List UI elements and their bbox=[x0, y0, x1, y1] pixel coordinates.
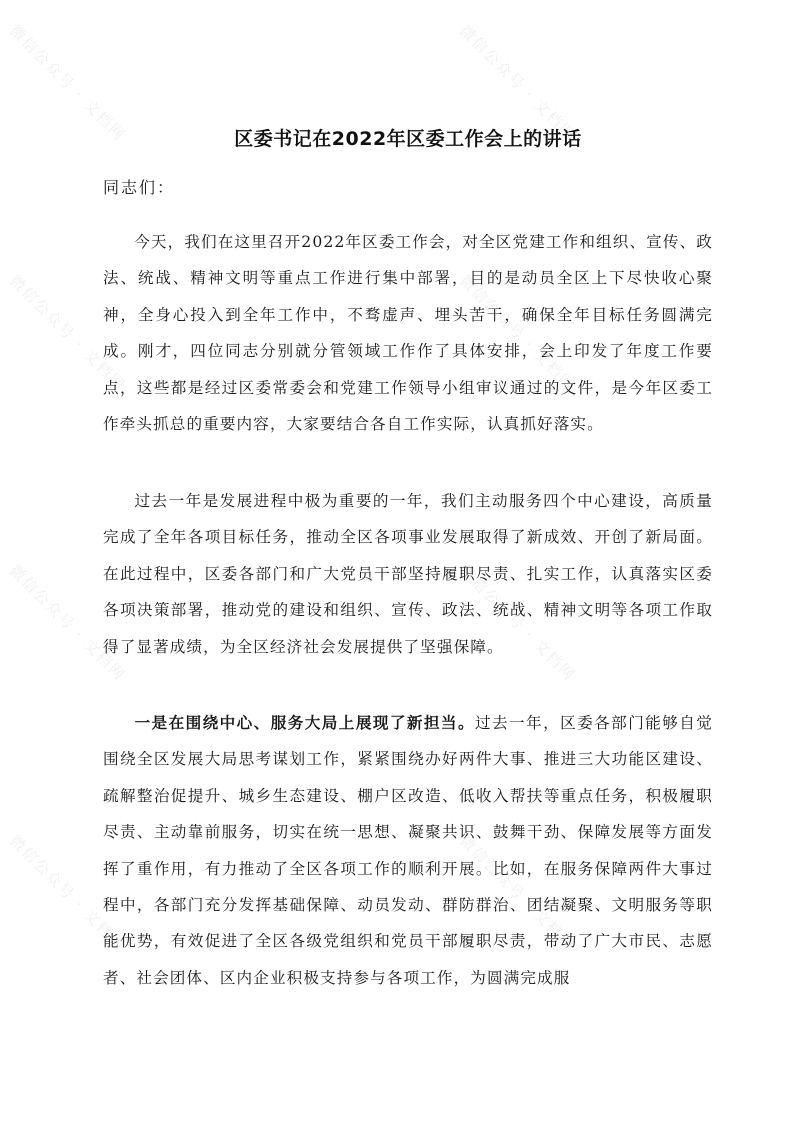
watermark: 微信公众号 · 文档网 bbox=[455, 21, 580, 145]
paragraph-lead: 一是在围绕中心、服务大局上展现了新担当。 bbox=[134, 714, 475, 732]
paragraph bbox=[103, 224, 713, 442]
watermark: 微信公众号 · 文档网 bbox=[5, 831, 130, 955]
document-title: 区委书记在2022年区委工作会上的讲话 bbox=[234, 128, 582, 150]
paragraph-text: 过去一年是发展进程中极为重要的一年，我们主动服务四个中心建设，高质量完成了全年各项目标任务，推动全区各项事业发展取得了新成效、开创了新局面。在此过程中，区委各部门和广大党员干部坚持履职尽责、扎实工作，认真落实区委各项决策部署，推动党的建设和组织、宣传、政法、统战、精神文明等各项工作取得了显著成绩，为全区经济社会发展提供了坚强保障。 bbox=[103, 492, 713, 656]
watermark: 微信公众号 · 文档网 bbox=[5, 561, 130, 685]
salutation: 同志们： bbox=[103, 178, 176, 197]
watermark: 微信公众号 · 文档网 bbox=[5, 271, 130, 395]
watermark: 微信公众号 · 文档网 bbox=[455, 831, 580, 955]
paragraph-text: 过去一年，区委各部门能够自觉围绕全区发展大局思考谋划工作，紧紧围绕办好两件大事、推进三大功能区建设、疏解整治促提升、城乡生态建设、棚户区改造、低收入帮扶等重点任务，积极履职尽责、主动靠前服务，切实在统一思想、凝聚共识、鼓舞干劲、保障发展等方面发挥了重作用，有力推动了全区各项工作的顺利开展。比如，在服务保障两件大事过程中，各部门充分发挥基础保障、动员发动、群防群治、团结凝聚、文明服务等职能优势，有效促进了全区各级党组织和党员干部履职尽责，带动了广大市民、志愿者、社会团体、区内企业积极支持参与各项工作，为圆满完成服 bbox=[103, 714, 713, 987]
watermark: 微信公众号 · 文档网 bbox=[455, 271, 580, 395]
paragraph bbox=[103, 483, 713, 665]
watermark: 微信公众号 · 文档网 bbox=[455, 561, 580, 685]
paragraph-text: 今天，我们在这里召开2022年区委工作会，对全区党建工作和组织、宣传、政法、统战、精神文明等重点工作进行集中部署，目的是动员全区上下尽快收心聚神，全身心投入到全年工作中，不骛虚声、埋头苦干，确保全年目标任务圆满完成。刚才，四位同志分别就分管领域工作作了具体安排，会上印发了年度工作要点，这些都是经过区委常委会和党建工作领导小组审议通过的文件，是今年区委工作牵头抓总的重要内容，大家要结合各自工作实际，认真抓好落实。 bbox=[103, 233, 713, 434]
watermark: 微信公众号 · 文档网 bbox=[5, 21, 130, 145]
paragraph bbox=[103, 705, 713, 996]
